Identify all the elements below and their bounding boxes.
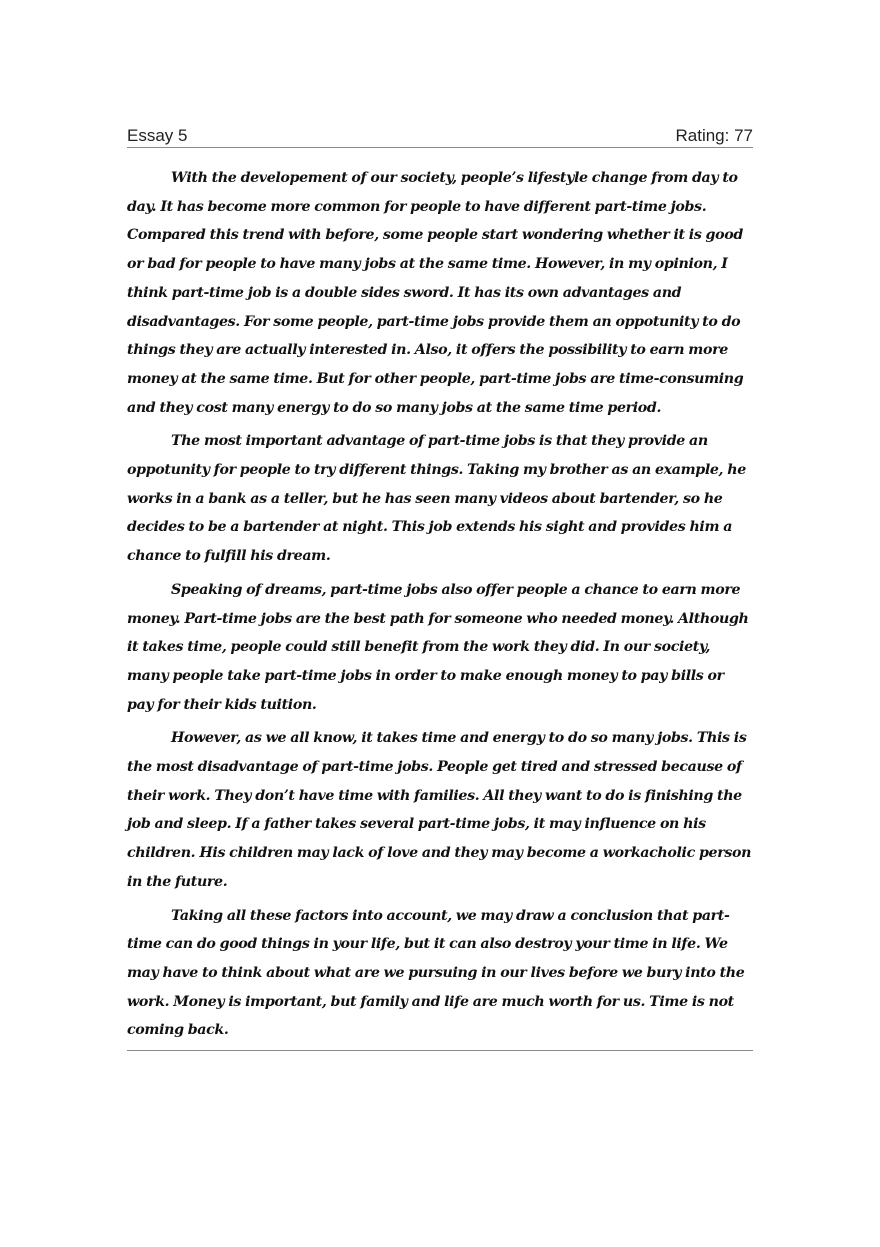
essay-paragraph-3: Speaking of dreams, part-time jobs also offer people a chance to earn more money. Part-time jobs are the best path for someone who needed money. Although it takes time, people could still benefit from the work they did. In our society, many people take part-time jobs in order to make enough money to pay bills or pay for their kids tuition. (127, 581, 749, 713)
essay-title: Essay 5 (127, 126, 188, 145)
essay-paragraph-2: The most important advantage of part-time jobs is that they provide an oppotunity for people to try different things. Taking my brother as an example, he works in a bank as a teller, but he has seen many videos about bartender, so he decides to be a bartender at night. This job extends his sight and provides him a chance to fulfill his dream. (127, 433, 746, 565)
essay-paragraph-4: However, as we all know, it takes time and energy to do so many jobs. This is the most disadvantage of part-time jobs. People get tired and stressed because of their work. They don’t have time with families. All they want to do is finishing the job and sleep. If a father takes several part-time jobs, it may influence on his children. His children may lack of love and they may become a workacholic person in the future. (127, 730, 752, 890)
bottom-divider (127, 1050, 753, 1051)
essay-body (127, 148, 753, 1045)
essay-rating: Rating: 77 (675, 126, 753, 145)
essay-page (127, 120, 753, 1051)
essay-header (127, 120, 753, 148)
essay-paragraph-5: Taking all these factors into account, we may draw a conclusion that part-time can do good things in your life, but it can also destroy your time in life. We may have to think about what are we pursuing in our lives before we bury into the work. Money is important, but family and life are much worth for us. Time is not coming back. (127, 907, 745, 1039)
essay-paragraph-1: With the developement of our society, people’s lifestyle change from day to day. It has become more common for people to have different part-time jobs. Compared this trend with before, some people start wondering whether it is good or bad for people to have many jobs at the same time. However, in my opinion, I think part-time job is a double sides sword. It has its own advantages and disadvantages. For some people, part-time jobs provide them an oppotunity to do things they are actually interested in. Also, it offers the possibility to earn more money at the same time. But for other people, part-time jobs are time-consuming and they cost many energy to do so many jobs at the same time period. (127, 170, 744, 416)
